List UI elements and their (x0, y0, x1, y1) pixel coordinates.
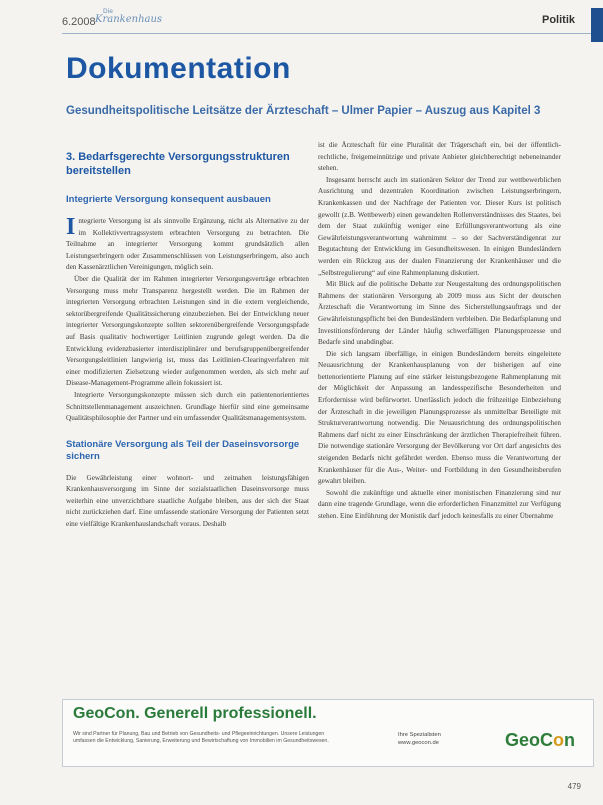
paragraph: Insgesamt herrscht auch im stationären Sektor der Trend zur wettbewerblichen Ausrichtung und dezentralen Koordination zwischen Leistungserbringern, Krankenkassen und der Nachfrage der Patienten vor. Dieser Kurs ist politisch gewollt (z.B. Wettbewerb) einen gewandelten Rollenverständnisses des Staates, bei dem der Staat zukünftig weniger eine Erfüllungsverantwortung als eine Gewährleistungsverantwortung wahrnimmt – so der Sachverständigenrat zur Begutachtung der Entwicklung im Gesundheitswesen. In einigen Bundesländern werden ein Rückzug aus der dualen Finanzierung der Krankenhäuser und die „Selbstregulierung“ auf eine Rahmenplanung diskutiert. (318, 175, 561, 277)
page-number: 479 (567, 782, 581, 791)
paragraph: Integrierte Versorgung ist als sinnvolle Ergänzung, nicht als Alternative zu der im Kollektivvertragssystem erbrachten Versorgung zu betrachten. Die Teilnahme an integrierter Versorgung kommt grundsätzlich allen Leistungserbringern oder Zusammenschlüssen von Leistungserbringern, also auch den Kassenärztlichen Vereinigungen, möglich sein. (66, 214, 309, 272)
issue-number: 6.2008 (62, 16, 96, 28)
brand-small: Die (103, 8, 113, 15)
paragraph: Integrierte Versorgungskonzepte müssen sich durch ein patientenorientiertes Schnittstellenmanagement auszeichnen. Grundlage hierfür sind eine gemeinsame Qualitätsphilosophie der Partner und ein umfassender Qualitätsmanagementsystem. (66, 390, 309, 423)
ad-body: Wir sind Partner für Planung, Bau und Betrieb von Gesundheits- und Pflegeeinrichtungen. Unsere Leistungen umfassen die Entwicklung, Sanierung, Erweiterung und Bewirtschaftung von Immobilien im Gesundheitswesen. (73, 731, 329, 744)
paragraph: Die sich langsam überfällige, in einigen Bundesländern bereits eingeleitete Neuausrichtung der Krankenhausplanung von der bisherigen auf eine bettenorientierte Planung auf eine stärker leistungsbezogene Rahmenplanung mit der Möglichkeit der Anpassung an landesspezifische Besonderheiten und Erfordernisse wird befürwortet. Unerlässlich jedoch die frühzeitige Einbeziehung der Ärzteschaft in die jeweiligen Planungsprozesse als unmittelbar Beteiligte mit Strukturverantwortung notwendig. Die Neuausrichtung des ordnungspolitischen Rahmens darf nicht zu einer Einschränkung der ärztlichen Therapiefreiheit führen. Die notwendige stationäre Versorgung der Bevölkerung vor Ort darf angesichts des steigenden Bedarfs nicht gefährdet werden. Ebenso muss die Verantwortung der Krankenhäuser für die Aus-, Weiter- und Fortbildung in den Gesundheitsberufen gewahrt bleiben. (318, 349, 561, 486)
dropcap: I (66, 214, 76, 240)
brand-logo (95, 8, 163, 30)
brand-name: Krankenhaus (95, 14, 163, 25)
page-title: Dokumentation (66, 52, 291, 85)
right-column (318, 140, 561, 523)
paragraph: Die Gewährleistung einer wohnort- und zeitnahen leistungsfähigen Krankenhausversorgung im Sinne der sozialstaatlichen Daseinsvorsorge muss weiterhin eine unverzichtbare staatliche Aufgabe bleiben, aus der sich der Staat nicht zurückziehen darf. Eine umfassende stationäre Versorgung der Patienten setzt eine vielfältige Krankenhauslandschaft voraus. Deshalb (66, 473, 309, 529)
ad-tagline: Ihre Spezialisten (398, 732, 441, 738)
subheading-inpatient-care: Stationäre Versorgung als Teil der Daseinsvorsorge sichern (66, 438, 300, 462)
section-label: Politik (541, 14, 575, 26)
header-rule (62, 33, 592, 34)
paragraph: Über die Qualität der im Rahmen integrierter Versorgungsverträge erbrachten Versorgung muss mehr Transparenz hergestellt werden. Die im Rahmen der integrierten Versorgung erbrachten Leistungen sind in die extern vergleichende, sektorübergreifende Qualitätssicherung einzubeziehen. Bei der Entwicklung neuer integrierter Versorgungskonzepte sollten sektorenübergreifende Versorgungspfade auf Basis qualitativ hochwertiger Leitlinien zugrunde gelegt werden. Da die Entwicklung evidenzbasierter interdisziplinärer und berufsgruppenübergreifender Versorgungsleitlinien langwierig ist, muss das Leitlinien-Clearingverfahren mit einer modifizierten Zielsetzung wieder aufgenommen werden, als sich mehr auf Disease-Management-Programme allein fokussiert ist. (66, 274, 309, 388)
ad-contact (398, 731, 441, 747)
paragraph: Sowohl die zukünftige und aktuelle einer monistischen Finanzierung sind nur dann eine tragende Grundlage, wenn die erforderlichen Finanzmittel zur Verfügung stehen. Eine Einführung der Monistik darf jedoch keinesfalls zu einer Übernahme (318, 488, 561, 520)
subheading-integrated-care: Integrierte Versorgung konsequent ausbauen (66, 194, 271, 205)
advertisement[interactable] (62, 699, 594, 767)
left-column (66, 140, 309, 531)
paragraph: ist die Ärzteschaft für eine Pluralität der Trägerschaft ein, bei der öffentlich-rechtliche, freigemeinnützige und private Anbieter gleichberechtigt nebeneinander stehen. (318, 141, 561, 173)
geocon-logo: GeoCon (504, 730, 575, 750)
section-tab-marker (591, 8, 603, 42)
ad-website-link[interactable]: www.geocon.de (398, 740, 439, 746)
chapter-heading: 3. Bedarfsgerechte Versorgungsstrukturen bereitstellen (66, 151, 290, 177)
article-subtitle: Gesundheitspolitische Leitsätze der Ärzteschaft – Ulmer Papier – Auszug aus Kapitel 3 (66, 105, 541, 117)
ad-headline: GeoCon. Generell professionell. (73, 705, 317, 722)
paragraph: Mit Blick auf die politische Debatte zur Neugestaltung des ordnungspolitischen Rahmens der stationären Versorgung ab 2009 muss aus Sicht der deutschen Ärzteschaft die Verantwortung im Sinne des Sicherstellungsauftrags und der Gewährleistungspflicht bei den Bundesländern verbleiben. Die Bedarfsplanung und Investitionsförderung der Länder häufig schwerfälligen Planungsprozesse und Bedarfe sind unabdingbar. (318, 280, 561, 347)
